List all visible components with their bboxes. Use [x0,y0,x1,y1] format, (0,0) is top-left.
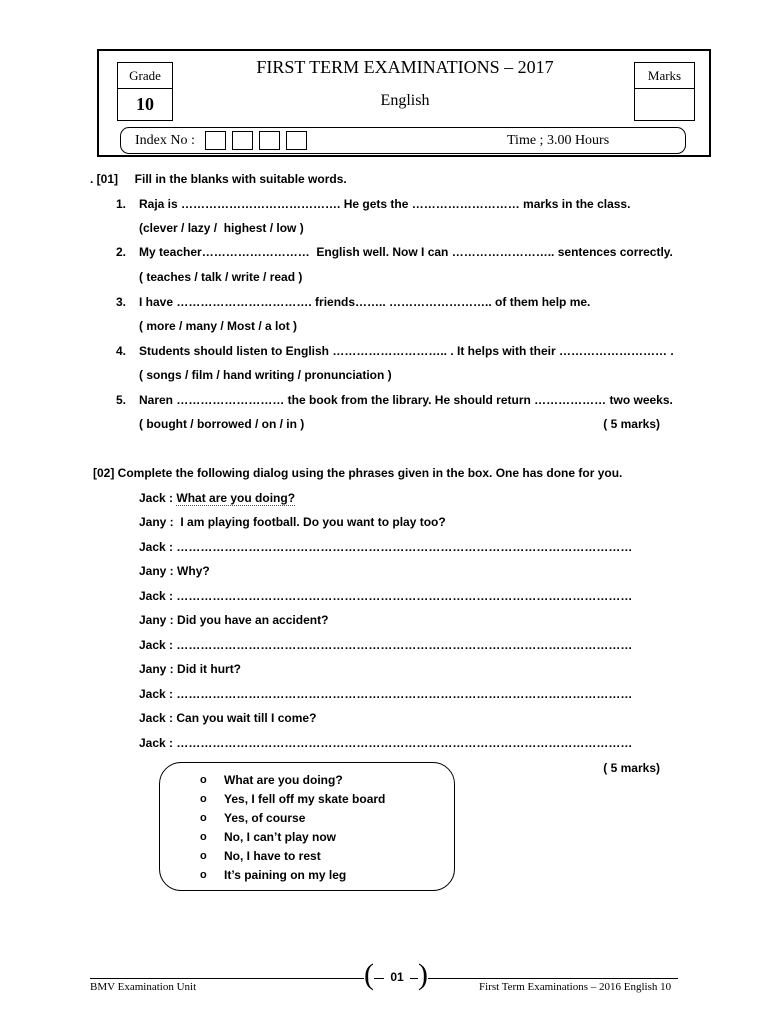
phrase-item: Yes, of course [224,811,306,825]
bullet-icon: o [200,774,207,786]
dialog-text: What are you doing? [176,491,296,505]
phrase-item: What are you doing? [224,773,343,787]
dialog-speaker: Jany : [139,515,174,529]
exam-title: FIRST TERM EXAMINATIONS – 2017 [256,57,554,77]
dialog-text: Why? [177,564,210,578]
q1-item-sentence: Raja is …………………………………. He gets the ……………………… marks in the class. [139,197,631,211]
dialog-speaker: Jack : [139,589,174,603]
dialog-blank[interactable]: …………………………………………………………………………………………………… [176,589,633,603]
dialog-line [139,613,328,627]
phrase-item: No, I have to rest [224,849,321,863]
page-brace-right: ) [418,958,428,991]
bullet-icon: o [200,850,207,862]
q2-heading: [02] Complete the following dialog using the phrases given in the box. One has done for you. [93,466,623,480]
phrase-item: Yes, I fell off my skate board [224,792,386,806]
dialog-line [139,540,632,554]
dialog-speaker: Jany : [139,662,174,676]
q1-item-sentence: My teacher……………………… English well. Now I can …………………….. sentences correctly. [139,245,673,259]
q1-item-number: 1. [116,197,127,211]
grade-label: Grade [129,68,161,83]
dialog-line [139,564,210,578]
dialog-line [139,589,632,603]
dialog-line [139,491,295,505]
index-cell[interactable] [232,131,253,150]
marks-divider [635,88,694,89]
page-brace-left: ( [364,958,374,991]
q1-item-options: ( teaches / talk / write / read ) [139,270,303,284]
phrase-item: No, I can’t play now [224,830,337,844]
q1-heading: . [01] Fill in the blanks with suitable words. [90,172,347,186]
dialog-line [139,711,316,725]
dialog-line [139,687,632,701]
dialog-speaker: Jack : [139,687,174,701]
footer-right: First Term Examinations – 2016 English 10 [479,981,672,993]
q1-item-options: (clever / lazy / highest / low ) [139,221,304,235]
q1-marks: ( 5 marks) [603,417,660,431]
index-cell[interactable] [286,131,307,150]
dialog-blank[interactable]: …………………………………………………………………………………………………… [176,638,633,652]
dialog-text: Did it hurt? [177,662,242,676]
phrase-item: It’s paining on my leg [224,868,347,882]
index-cell[interactable] [259,131,280,150]
q1-item-options: ( songs / film / hand writing / pronunciation ) [139,368,392,382]
bullet-icon: o [200,831,207,843]
dialog-speaker: Jany : [139,613,174,627]
q1-item-sentence: Students should listen to English ……………………….. . It helps with their ……………………… . [139,344,674,358]
dialog-line [139,515,446,529]
index-label: Index No : [135,133,195,148]
grade-value: 10 [136,94,154,114]
dialog-text: Can you wait till I come? [176,711,317,725]
bullet-icon: o [200,869,207,881]
q1-item-options: ( more / many / Most / a lot ) [139,319,298,333]
index-cell[interactable] [205,131,226,150]
bullet-icon: o [200,793,207,805]
dialog-line [139,662,241,676]
page-number: 01 [384,970,410,984]
q1-item-number: 5. [116,393,127,407]
subject-title: English [380,92,430,109]
q1-item-number: 4. [116,344,127,358]
footer-left: BMV Examination Unit [90,981,197,993]
q1-item-number: 3. [116,295,127,309]
dialog-speaker: Jany : [139,564,174,578]
dialog-blank[interactable]: …………………………………………………………………………………………………… [176,736,633,750]
q2-marks: ( 5 marks) [603,761,660,775]
marks-box [634,62,695,121]
q1-item-sentence: Naren ……………………… the book from the library. He should return ……………… two weeks. [139,393,673,407]
marks-label: Marks [647,68,682,83]
bullet-icon: o [200,812,207,824]
dialog-blank[interactable]: …………………………………………………………………………………………………… [176,540,633,554]
grade-box [117,62,173,121]
dialog-speaker: Jack : [139,736,174,750]
dialog-line [139,638,632,652]
q1-item-options: ( bought / borrowed / on / in ) [139,417,305,431]
q1-item-sentence: I have ……………………………. friends…….. …………………….. of them help me. [139,295,591,309]
dialog-text: Did you have an accident? [177,613,329,627]
q1-item-number: 2. [116,245,127,259]
dialog-speaker: Jack : [139,711,174,725]
grade-divider [118,88,172,89]
time-text: Time ; 3.00 Hours [507,133,610,148]
dialog-blank[interactable]: …………………………………………………………………………………………………… [176,687,633,701]
dialog-speaker: Jack : [139,491,174,505]
dialog-text: I am playing football. Do you want to play too? [177,515,446,529]
index-bar [120,127,686,154]
dialog-speaker: Jack : [139,638,174,652]
dialog-line [139,736,632,750]
dialog-speaker: Jack : [139,540,174,554]
